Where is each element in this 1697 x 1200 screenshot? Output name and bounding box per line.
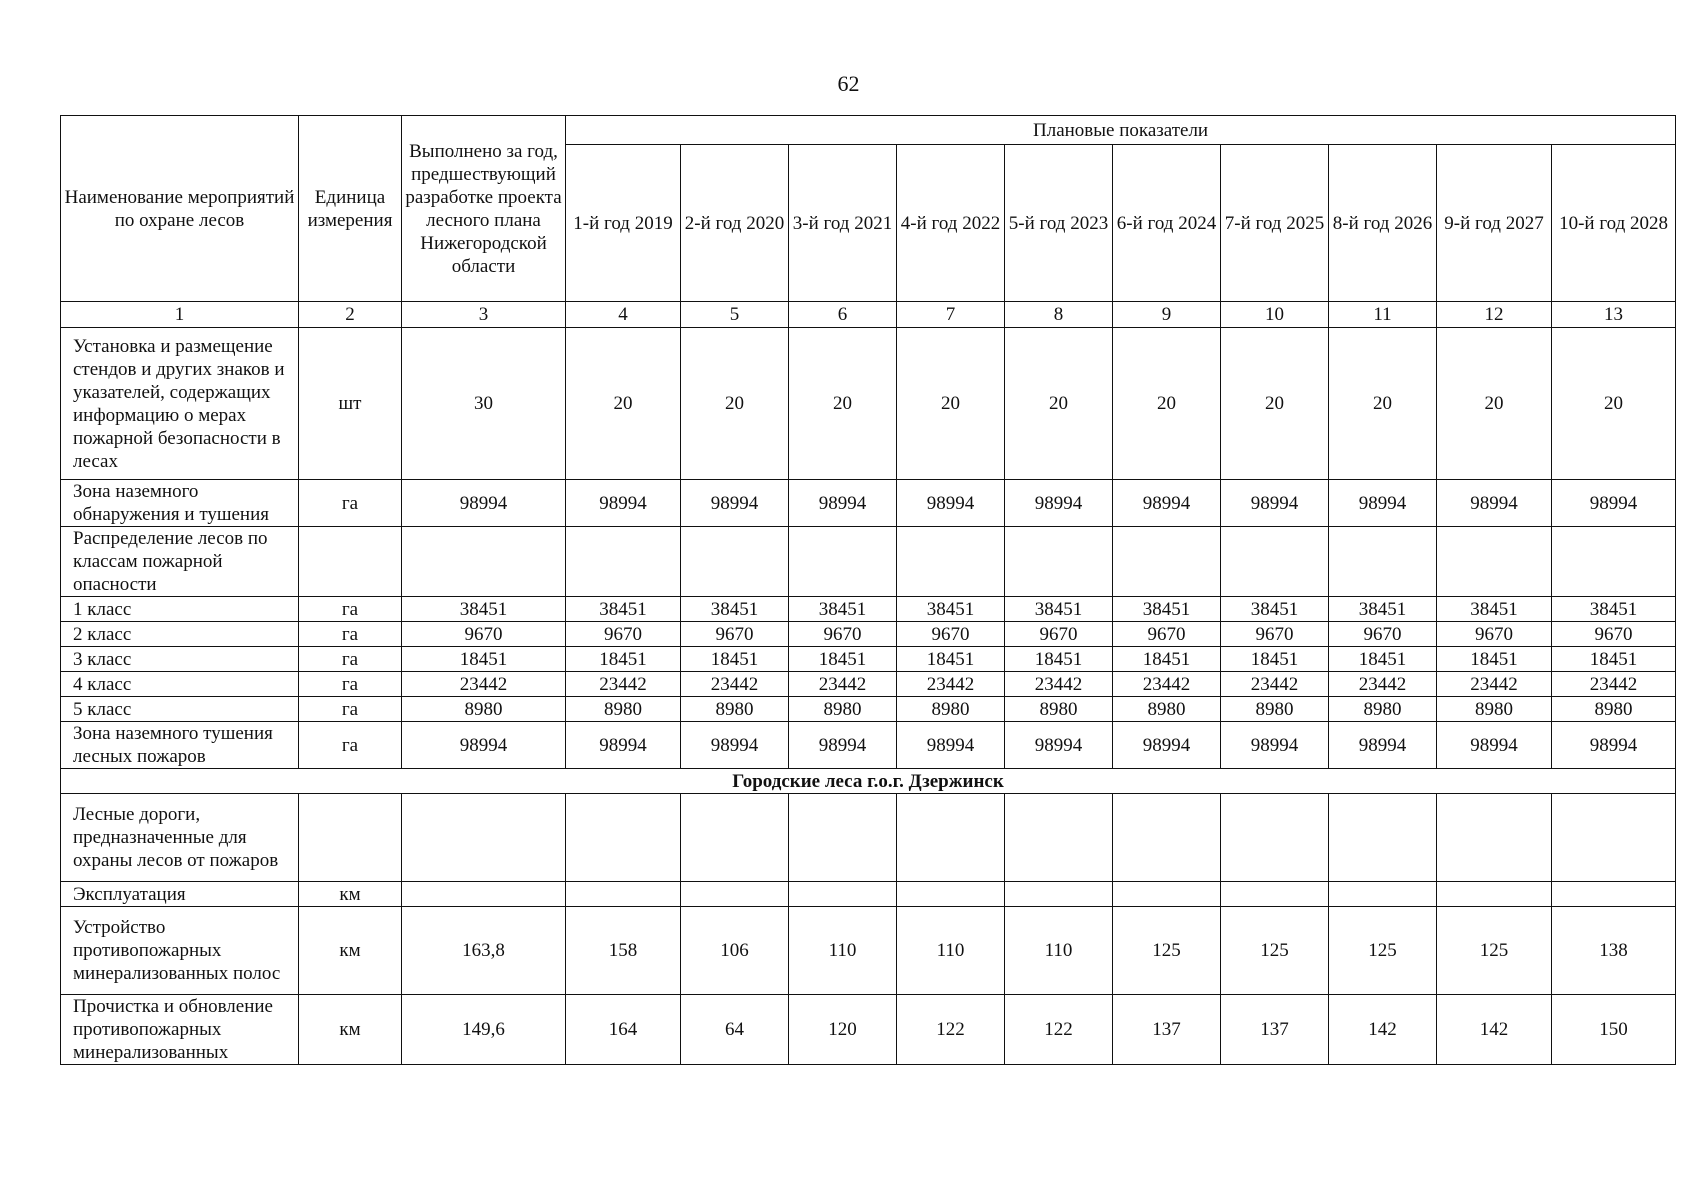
row-plan-value: 164 <box>566 995 681 1065</box>
row-plan-value: 20 <box>789 328 897 480</box>
row-plan-value: 137 <box>1113 995 1221 1065</box>
row-plan-value <box>897 527 1005 597</box>
row-plan-value: 98994 <box>1552 480 1676 527</box>
row-plan-value: 18451 <box>566 647 681 672</box>
row-unit: га <box>299 672 402 697</box>
row-plan-value <box>897 794 1005 882</box>
row-unit: га <box>299 597 402 622</box>
row-plan-value: 23442 <box>566 672 681 697</box>
row-done-value: 98994 <box>402 722 566 769</box>
row-done-value: 9670 <box>402 622 566 647</box>
row-plan-value: 20 <box>566 328 681 480</box>
row-done-value: 163,8 <box>402 907 566 995</box>
row-plan-value: 20 <box>1221 328 1329 480</box>
column-number: 2 <box>299 302 402 328</box>
row-plan-value: 23442 <box>681 672 789 697</box>
row-plan-value: 20 <box>1329 328 1437 480</box>
row-plan-value <box>1437 794 1552 882</box>
row-unit: га <box>299 697 402 722</box>
row-plan-value: 98994 <box>789 480 897 527</box>
row-plan-value: 122 <box>897 995 1005 1065</box>
row-plan-value <box>681 882 789 907</box>
row-plan-value: 9670 <box>1329 622 1437 647</box>
row-plan-value: 125 <box>1113 907 1221 995</box>
row-name: 1 класс <box>61 597 299 622</box>
row-plan-value: 98994 <box>681 722 789 769</box>
row-plan-value <box>566 794 681 882</box>
row-plan-value <box>1005 794 1113 882</box>
row-name: Устройство противопожарных минерализованных полос <box>61 907 299 995</box>
row-plan-value: 23442 <box>1005 672 1113 697</box>
row-plan-value: 38451 <box>1437 597 1552 622</box>
row-plan-value <box>1005 527 1113 597</box>
row-plan-value: 23442 <box>789 672 897 697</box>
column-number: 6 <box>789 302 897 328</box>
row-plan-value: 8980 <box>897 697 1005 722</box>
row-plan-value <box>1329 527 1437 597</box>
row-plan-value: 38451 <box>1552 597 1676 622</box>
row-plan-value <box>789 794 897 882</box>
row-done-value: 18451 <box>402 647 566 672</box>
row-plan-value: 38451 <box>1005 597 1113 622</box>
row-plan-value: 23442 <box>1221 672 1329 697</box>
row-plan-value: 98994 <box>681 480 789 527</box>
table-row <box>61 722 1676 769</box>
row-name: 5 класс <box>61 697 299 722</box>
row-unit: га <box>299 480 402 527</box>
table-row <box>61 882 1676 907</box>
header-year: 4-й год 2022 <box>897 145 1005 302</box>
column-number: 12 <box>1437 302 1552 328</box>
row-plan-value <box>1113 882 1221 907</box>
row-plan-value: 125 <box>1437 907 1552 995</box>
row-plan-value: 125 <box>1221 907 1329 995</box>
row-plan-value: 98994 <box>1005 480 1113 527</box>
row-plan-value: 38451 <box>1221 597 1329 622</box>
row-name: 4 класс <box>61 672 299 697</box>
column-number: 13 <box>1552 302 1676 328</box>
row-plan-value: 18451 <box>1221 647 1329 672</box>
fire-protection-table <box>60 115 1676 1065</box>
row-name: 2 класс <box>61 622 299 647</box>
header-year: 5-й год 2023 <box>1005 145 1113 302</box>
row-unit <box>299 794 402 882</box>
row-plan-value <box>1329 882 1437 907</box>
row-unit: га <box>299 622 402 647</box>
row-done-value <box>402 527 566 597</box>
row-plan-value: 98994 <box>897 480 1005 527</box>
row-plan-value: 98994 <box>1005 722 1113 769</box>
table-row <box>61 328 1676 480</box>
row-plan-value: 110 <box>789 907 897 995</box>
row-plan-value: 8980 <box>1552 697 1676 722</box>
row-plan-value: 20 <box>1113 328 1221 480</box>
header-year: 9-й год 2027 <box>1437 145 1552 302</box>
page-number: 62 <box>837 71 860 96</box>
row-plan-value: 23442 <box>1552 672 1676 697</box>
row-plan-value: 18451 <box>1113 647 1221 672</box>
row-plan-value: 98994 <box>1437 722 1552 769</box>
row-done-value: 149,6 <box>402 995 566 1065</box>
row-plan-value <box>1437 527 1552 597</box>
row-plan-value <box>566 882 681 907</box>
row-plan-value: 8980 <box>1005 697 1113 722</box>
row-plan-value: 9670 <box>1005 622 1113 647</box>
row-plan-value: 8980 <box>1113 697 1221 722</box>
row-plan-value <box>789 527 897 597</box>
row-plan-value: 8980 <box>681 697 789 722</box>
row-plan-value: 64 <box>681 995 789 1065</box>
row-plan-value: 18451 <box>1437 647 1552 672</box>
row-plan-value: 98994 <box>1329 480 1437 527</box>
row-plan-value <box>1113 527 1221 597</box>
row-plan-value: 98994 <box>1437 480 1552 527</box>
row-plan-value: 18451 <box>1552 647 1676 672</box>
row-name: Прочистка и обновление противопожарных минерализованных <box>61 995 299 1065</box>
row-plan-value: 20 <box>681 328 789 480</box>
row-name: Эксплуатация <box>61 882 299 907</box>
row-done-value <box>402 882 566 907</box>
header-done: Выполнено за год, предшествующий разработке проекта лесного плана Нижегородской области <box>402 116 566 302</box>
row-plan-value: 98994 <box>789 722 897 769</box>
row-plan-value <box>1221 882 1329 907</box>
row-plan-value: 9670 <box>897 622 1005 647</box>
row-plan-value: 9670 <box>566 622 681 647</box>
column-number: 5 <box>681 302 789 328</box>
row-unit: км <box>299 907 402 995</box>
row-plan-value: 9670 <box>1552 622 1676 647</box>
row-plan-value: 9670 <box>1437 622 1552 647</box>
row-plan-value: 110 <box>897 907 1005 995</box>
row-plan-value: 18451 <box>681 647 789 672</box>
row-unit <box>299 527 402 597</box>
row-plan-value: 142 <box>1437 995 1552 1065</box>
row-done-value: 98994 <box>402 480 566 527</box>
column-number: 1 <box>61 302 299 328</box>
table-row <box>61 697 1676 722</box>
row-plan-value: 98994 <box>566 722 681 769</box>
row-plan-value: 98994 <box>1329 722 1437 769</box>
row-plan-value: 158 <box>566 907 681 995</box>
row-plan-value: 23442 <box>897 672 1005 697</box>
row-plan-value: 8980 <box>789 697 897 722</box>
header-year: 2-й год 2020 <box>681 145 789 302</box>
row-plan-value: 137 <box>1221 995 1329 1065</box>
header-unit: Единица измерения <box>299 116 402 302</box>
column-number: 3 <box>402 302 566 328</box>
row-plan-value: 98994 <box>1221 722 1329 769</box>
column-number: 9 <box>1113 302 1221 328</box>
row-plan-value: 98994 <box>1552 722 1676 769</box>
row-plan-value: 23442 <box>1437 672 1552 697</box>
row-done-value: 23442 <box>402 672 566 697</box>
header-year: 10-й год 2028 <box>1552 145 1676 302</box>
column-number: 8 <box>1005 302 1113 328</box>
row-unit: шт <box>299 328 402 480</box>
row-name: Распределение лесов по классам пожарной опасности <box>61 527 299 597</box>
row-name: Зона наземного обнаружения и тушения <box>61 480 299 527</box>
row-plan-value: 9670 <box>789 622 897 647</box>
row-plan-value: 98994 <box>566 480 681 527</box>
row-name: Зона наземного тушения лесных пожаров <box>61 722 299 769</box>
row-plan-value <box>1221 794 1329 882</box>
row-name: Установка и размещение стендов и других знаков и указателей, содержащих информацию о мерах пожарной безопасности в лесах <box>61 328 299 480</box>
column-number: 7 <box>897 302 1005 328</box>
row-plan-value: 98994 <box>897 722 1005 769</box>
row-plan-value: 20 <box>1437 328 1552 480</box>
row-plan-value <box>1329 794 1437 882</box>
table-row <box>61 907 1676 995</box>
row-plan-value <box>566 527 681 597</box>
row-plan-value: 142 <box>1329 995 1437 1065</box>
row-plan-value: 18451 <box>789 647 897 672</box>
row-plan-value: 23442 <box>1113 672 1221 697</box>
header-year: 3-й год 2021 <box>789 145 897 302</box>
table-row <box>61 995 1676 1065</box>
header-year: 6-й год 2024 <box>1113 145 1221 302</box>
row-unit: км <box>299 882 402 907</box>
row-unit: км <box>299 995 402 1065</box>
column-number: 11 <box>1329 302 1437 328</box>
row-plan-value: 98994 <box>1113 480 1221 527</box>
section-title: Городские леса г.о.г. Дзержинск <box>61 769 1676 794</box>
row-plan-value: 150 <box>1552 995 1676 1065</box>
row-plan-value: 20 <box>1552 328 1676 480</box>
row-plan-value: 9670 <box>1113 622 1221 647</box>
row-plan-value: 38451 <box>566 597 681 622</box>
table-row <box>61 480 1676 527</box>
table-row <box>61 622 1676 647</box>
row-plan-value: 120 <box>789 995 897 1065</box>
row-plan-value <box>1005 882 1113 907</box>
row-plan-value: 9670 <box>681 622 789 647</box>
row-plan-value <box>1113 794 1221 882</box>
row-plan-value: 38451 <box>1113 597 1221 622</box>
table-row <box>61 647 1676 672</box>
row-unit: га <box>299 647 402 672</box>
row-plan-value <box>1552 527 1676 597</box>
row-plan-value: 18451 <box>1329 647 1437 672</box>
row-plan-value: 98994 <box>1113 722 1221 769</box>
row-done-value: 38451 <box>402 597 566 622</box>
header-planned: Плановые показатели <box>566 116 1676 145</box>
header-year: 8-й год 2026 <box>1329 145 1437 302</box>
table-row <box>61 672 1676 697</box>
row-plan-value: 38451 <box>1329 597 1437 622</box>
row-done-value: 30 <box>402 328 566 480</box>
row-plan-value: 8980 <box>1437 697 1552 722</box>
column-number: 10 <box>1221 302 1329 328</box>
row-done-value: 8980 <box>402 697 566 722</box>
row-plan-value: 98994 <box>1221 480 1329 527</box>
row-plan-value: 110 <box>1005 907 1113 995</box>
row-plan-value: 8980 <box>1221 697 1329 722</box>
header-year: 7-й год 2025 <box>1221 145 1329 302</box>
row-plan-value: 9670 <box>1221 622 1329 647</box>
row-unit: га <box>299 722 402 769</box>
row-plan-value: 23442 <box>1329 672 1437 697</box>
table-row <box>61 794 1676 882</box>
row-done-value <box>402 794 566 882</box>
row-plan-value <box>1221 527 1329 597</box>
row-plan-value: 18451 <box>897 647 1005 672</box>
row-plan-value: 38451 <box>897 597 1005 622</box>
row-plan-value: 125 <box>1329 907 1437 995</box>
row-plan-value: 8980 <box>566 697 681 722</box>
row-plan-value <box>681 794 789 882</box>
row-plan-value: 18451 <box>1005 647 1113 672</box>
row-plan-value <box>1437 882 1552 907</box>
header-year: 1-й год 2019 <box>566 145 681 302</box>
table-row <box>61 597 1676 622</box>
row-plan-value <box>1552 882 1676 907</box>
row-plan-value <box>897 882 1005 907</box>
row-plan-value <box>789 882 897 907</box>
row-name: Лесные дороги, предназначенные для охраны лесов от пожаров <box>61 794 299 882</box>
row-plan-value: 122 <box>1005 995 1113 1065</box>
row-plan-value <box>1552 794 1676 882</box>
row-name: 3 класс <box>61 647 299 672</box>
table-row <box>61 527 1676 597</box>
column-number: 4 <box>566 302 681 328</box>
row-plan-value: 20 <box>897 328 1005 480</box>
row-plan-value <box>681 527 789 597</box>
header-name: Наименование мероприятий по охране лесов <box>61 116 299 302</box>
row-plan-value: 38451 <box>681 597 789 622</box>
row-plan-value: 106 <box>681 907 789 995</box>
row-plan-value: 8980 <box>1329 697 1437 722</box>
row-plan-value: 38451 <box>789 597 897 622</box>
row-plan-value: 138 <box>1552 907 1676 995</box>
row-plan-value: 20 <box>1005 328 1113 480</box>
